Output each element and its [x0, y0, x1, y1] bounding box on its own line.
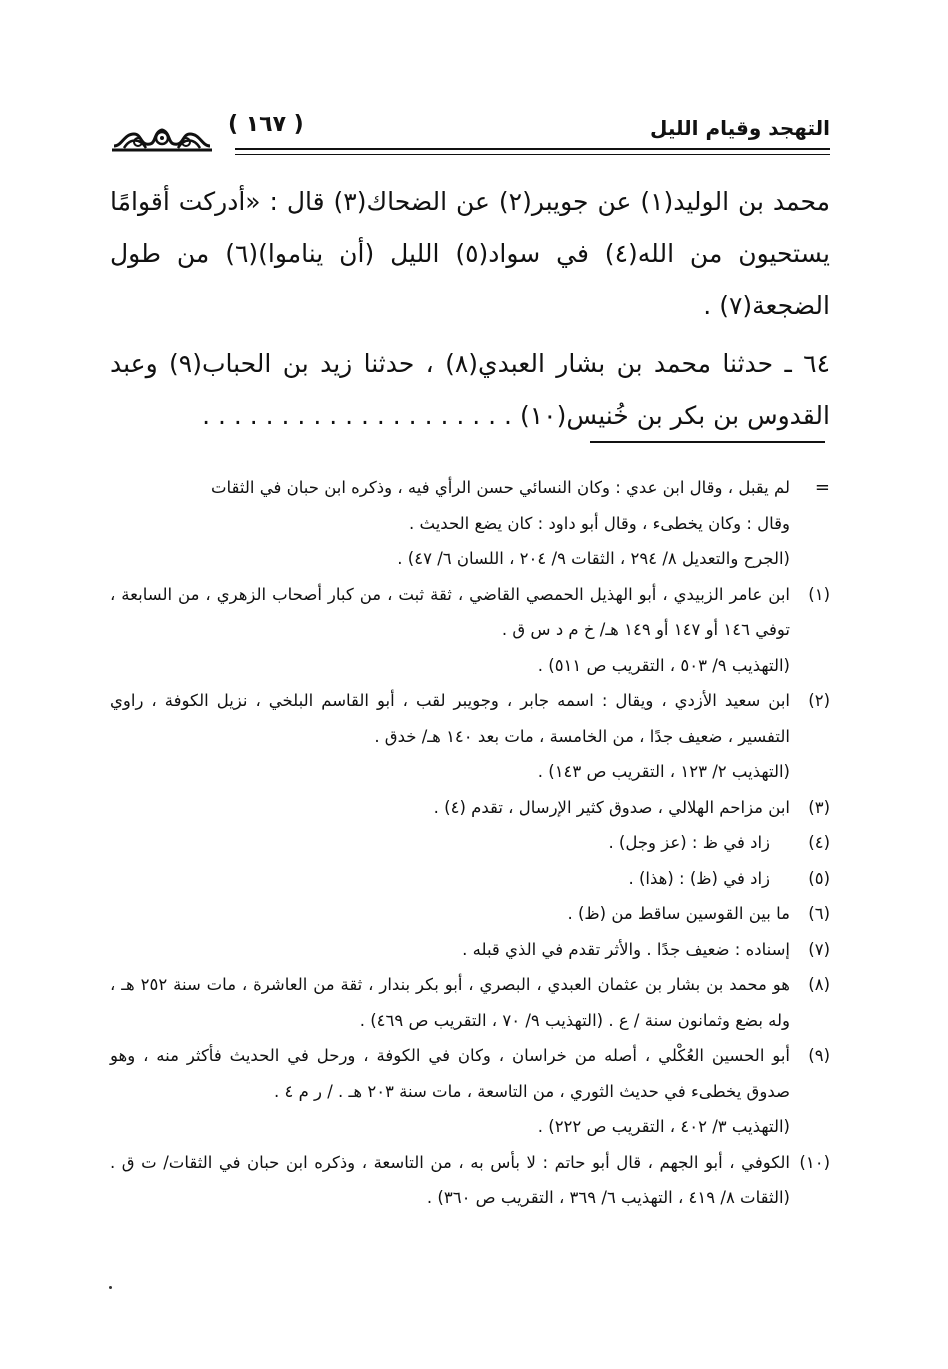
page-header — [110, 110, 830, 170]
footnote-number: (١٠) — [799, 1152, 830, 1172]
footnote-item — [110, 683, 830, 790]
footnote-text: ابن سعيد الأزدي ، ويقال : اسمه جابر ، وجويبر لقب ، أبو القاسم البلخي ، نزيل الكوفة ، راوي التفسير ، ضعيف جدًا ، من الخامسة ، مات بعد ١٤٠ هـ/ خدق . — [110, 691, 790, 746]
continuation-dots: . . . . . . . . . . . . . . . . . . . . — [202, 401, 512, 430]
footnote-text: زاد في ظ : (عز وجل) . — [608, 833, 770, 852]
main-paragraph — [110, 338, 830, 442]
footnote-number: (٧) — [808, 939, 830, 959]
footnote-text: هو محمد بن بشار بن عثمان العبدي ، البصري ، أبو بكر بندار ، ثقة من العاشرة ، مات سنة ٢٥٢ هـ ، وله بضع وثمانون سنة / ع . (التهذيب ٩/ ٧٠ ، التقريب ص ٤٦٩) . — [110, 975, 790, 1030]
continuation-marker: = — [814, 477, 830, 498]
footnote-continuation — [110, 470, 830, 577]
footnote-number: (٨) — [808, 975, 830, 994]
footnote-source: (الجرح والتعديل ٨/ ٢٩٤ ، الثقات ٩/ ٢٠٤ ، اللسان ٦/ ٤٧) . — [397, 549, 790, 568]
ornament-icon — [110, 116, 214, 156]
footnote-number: (٦) — [808, 904, 830, 923]
footnote-number: (٢) — [808, 691, 830, 710]
footnote-source: (التهذيب ٢/ ١٢٣ ، التقريب ص ١٤٣) . — [537, 762, 790, 781]
running-title: التهجد وقيام الليل — [649, 116, 830, 140]
footnote-line: وقال : وكان يخطىء ، وقال أبو داود : كان يضع الحديث . — [409, 513, 790, 533]
footnote-text: ابن عامر الزبيدي ، أبو الهذيل الحمصي القاضي ، ثقة ثبت ، من كبار أصحاب الزهري ، من السابعة ، توفي ١٤٦ أو ١٤٧ أو ١٤٩ هـ/ خ م د س ق . — [110, 584, 790, 639]
main-text — [110, 176, 830, 442]
footnote-text: أبو الحسين العُكْلي ، أصله من خراسان ، وكان في الكوفة ، ورحل في الحديث فأكثر منه ، وهو صدوق يخطىء في حديث الثوري ، من التاسعة ، مات سنة ٢٠٣ هـ . / ر م ٤ . — [110, 1046, 790, 1101]
footnote-number: (٤) — [808, 833, 830, 852]
footnote-text: ما بين القوسين ساقط من (ظ) . — [567, 904, 790, 923]
footnote-item — [110, 1038, 830, 1145]
footnotes — [110, 470, 830, 1216]
footnote-item — [110, 825, 830, 861]
hadith-64-text: ٦٤ ـ حدثنا محمد بن بشار العبدي(٨) ، حدثنا زيد بن الحباب(٩) وعبد القدوس بن بكر بن خُنيس(١٠) — [110, 349, 831, 430]
footnote-number: (٣) — [808, 797, 830, 817]
scan-speck — [109, 1286, 112, 1289]
footnote-item — [110, 790, 830, 826]
footnote-number: (١) — [808, 584, 830, 604]
footnote-item — [110, 577, 830, 684]
main-paragraph: محمد بن الوليد(١) عن جويبر(٢) عن الضحاك(٣) قال : «أدركت أقوامًا يستحيون من الله(٤) في سواد(٥) الليل (أن يناموا)(٦) من طول الضجعة(٧) . — [110, 187, 830, 320]
header-rule-thin — [235, 154, 830, 155]
footnote-source: (التهذيب ٩/ ٥٠٣ ، التقريب ص ٥١١) . — [537, 655, 790, 675]
footnote-item — [110, 896, 830, 932]
footnote-text: إسناده : ضعيف جدًا . والأثر تقدم في الذي قبله . — [462, 939, 790, 959]
footnote-item — [110, 1145, 830, 1216]
header-rule — [235, 148, 830, 150]
footnote-item — [110, 932, 830, 968]
footnote-source: (التهذيب ٣/ ٤٠٢ ، التقريب ص ٢٢٢) . — [537, 1117, 790, 1136]
page-number: ( ١٦٧ ) — [228, 112, 304, 137]
footnote-item — [110, 967, 830, 1038]
footnote-line: لم يقبل ، وقال ابن عدي : وكان النسائي حسن الرأي فيه ، وذكره ابن حبان في الثقات — [211, 478, 790, 497]
footnote-number: (٥) — [808, 868, 830, 888]
footnote-text: الكوفي ، أبو الجهم ، قال أبو حاتم : لا بأس به ، من التاسعة ، وذكره ابن حبان في الثقات/ ت ق . (الثقات ٨/ ٤١٩ ، التهذيب ٦/ ٣٦٩ ، التقريب ص ٣٦٠) . — [110, 1152, 790, 1207]
footnote-number: (٩) — [808, 1046, 830, 1065]
footnote-separator — [590, 441, 825, 443]
footnote-item — [110, 861, 830, 897]
footnote-text: زاد في (ظ) : (هذا) . — [628, 868, 770, 888]
footnote-text: ابن مزاحم الهلالي ، صدوق كثير الإرسال ، تقدم (٤) . — [433, 797, 790, 817]
